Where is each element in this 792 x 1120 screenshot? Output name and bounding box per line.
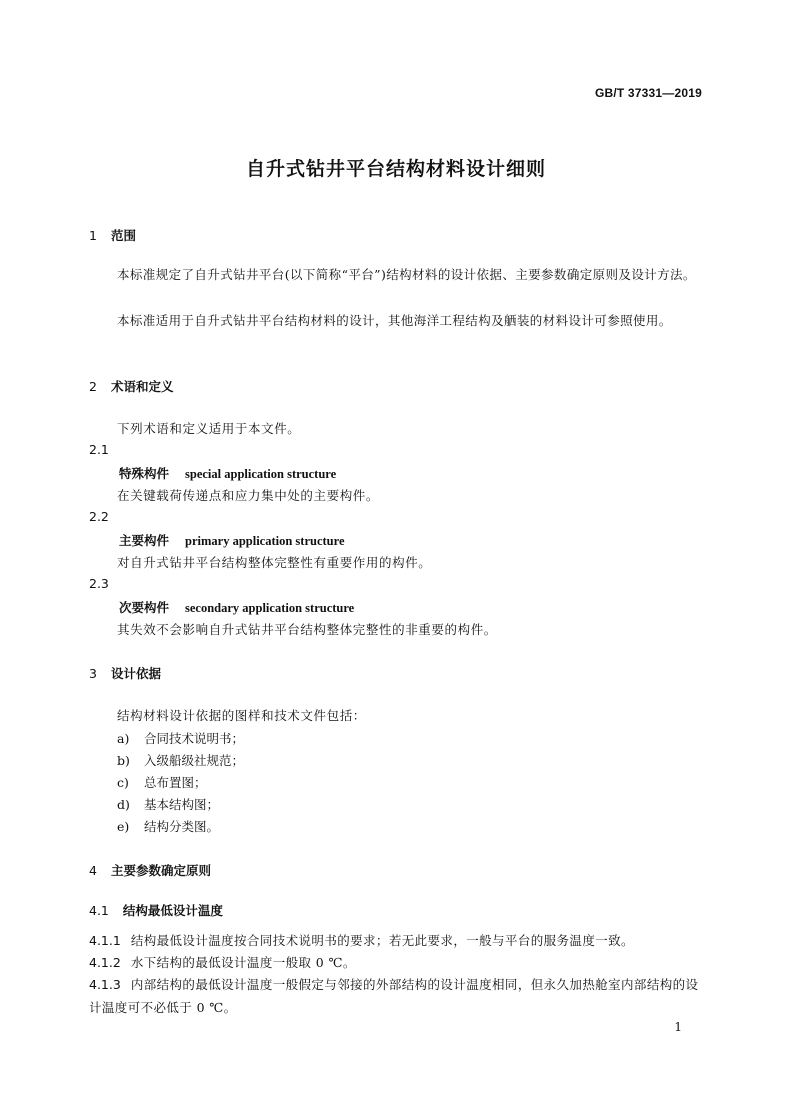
term-chinese: 主要构件 [119, 533, 170, 548]
list-marker: a) [117, 731, 130, 746]
list-item [117, 773, 207, 791]
term-chinese: 次要构件 [119, 600, 170, 615]
clause-4-1-3 [89, 974, 703, 1019]
section-number: 2 [89, 379, 97, 394]
section-number: 4 [89, 863, 97, 878]
list-marker: e) [117, 819, 130, 834]
subsection-title: 结构最低设计温度 [122, 903, 223, 918]
term-number: 2.1 [89, 442, 109, 457]
section-title: 范围 [111, 228, 137, 243]
term-entry [119, 531, 345, 549]
clause-4-1-2 [89, 952, 703, 975]
design-basis-intro: 结构材料设计依据的图样和技术文件包括： [117, 708, 366, 723]
document-title: 自升式钻井平台结构材料设计细则 [245, 158, 546, 180]
section-title: 术语和定义 [111, 379, 174, 394]
paragraph-scope-1: 本标准规定了自升式钻井平台(以下简称“平台”)结构材料的设计依据、主要参数确定原则及设计方法。 [117, 267, 696, 282]
list-text: 入级船级社规范； [144, 753, 245, 768]
subsection-number: 4.1 [89, 903, 109, 918]
section-title: 设计依据 [111, 666, 162, 681]
section-3-heading [89, 664, 161, 682]
term-entry [119, 598, 354, 616]
clause-number: 4.1.1 [89, 933, 121, 948]
list-item [117, 795, 219, 813]
list-item [117, 817, 219, 835]
standard-code: GB/T 37331—2019 [594, 86, 702, 100]
clause-number: 4.1.3 [89, 977, 121, 992]
term-english: special application structure [185, 467, 337, 481]
list-item [117, 751, 244, 769]
section-1-heading [89, 226, 136, 244]
clause-text: 水下结构的最低设计温度一般取 0 ℃。 [130, 955, 356, 970]
section-number: 1 [89, 228, 97, 243]
list-marker: c) [117, 775, 129, 790]
term-definition: 在关键载荷传递点和应力集中处的主要构件。 [117, 488, 380, 503]
list-marker: b) [117, 753, 130, 768]
section-number: 3 [89, 666, 97, 681]
term-entry [119, 464, 336, 482]
list-text: 总布置图； [144, 775, 207, 790]
clause-text: 结构最低设计温度按合同技术说明书的要求；若无此要求，一般与平台的服务温度一致。 [130, 933, 634, 948]
clause-4-1-1 [89, 930, 703, 953]
term-definition: 其失效不会影响自升式钻井平台结构整体完整性的非重要的构件。 [117, 622, 497, 637]
section-4-heading [89, 861, 211, 879]
term-chinese: 特殊构件 [119, 466, 170, 481]
paragraph-scope-2: 本标准适用于自升式钻井平台结构材料的设计，其他海洋工程结构及舾装的材料设计可参照使用。 [117, 313, 672, 328]
list-text: 合同技术说明书； [144, 731, 245, 746]
list-item [117, 729, 244, 747]
term-number: 2.3 [89, 576, 109, 591]
section-title: 主要参数确定原则 [111, 863, 212, 878]
term-english: primary application structure [185, 534, 345, 548]
term-definition: 对自升式钻井平台结构整体完整性有重要作用的构件。 [117, 555, 432, 570]
clause-number: 4.1.2 [89, 955, 121, 970]
terms-intro: 下列术语和定义适用于本文件。 [117, 421, 301, 436]
section-2-heading [89, 377, 174, 395]
term-number: 2.2 [89, 509, 109, 524]
subsection-4-1-heading [89, 901, 223, 919]
term-english: secondary application structure [185, 601, 355, 615]
list-text: 基本结构图； [144, 797, 220, 812]
clause-text: 内部结构的最低设计温度一般假定与邻接的外部结构的设计温度相同，但永久加热舱室内部结构的设计温度可不必低于 0 ℃。 [89, 977, 699, 1015]
list-text: 结构分类图。 [144, 819, 220, 834]
page-number: 1 [674, 1020, 682, 1034]
list-marker: d) [117, 797, 130, 812]
